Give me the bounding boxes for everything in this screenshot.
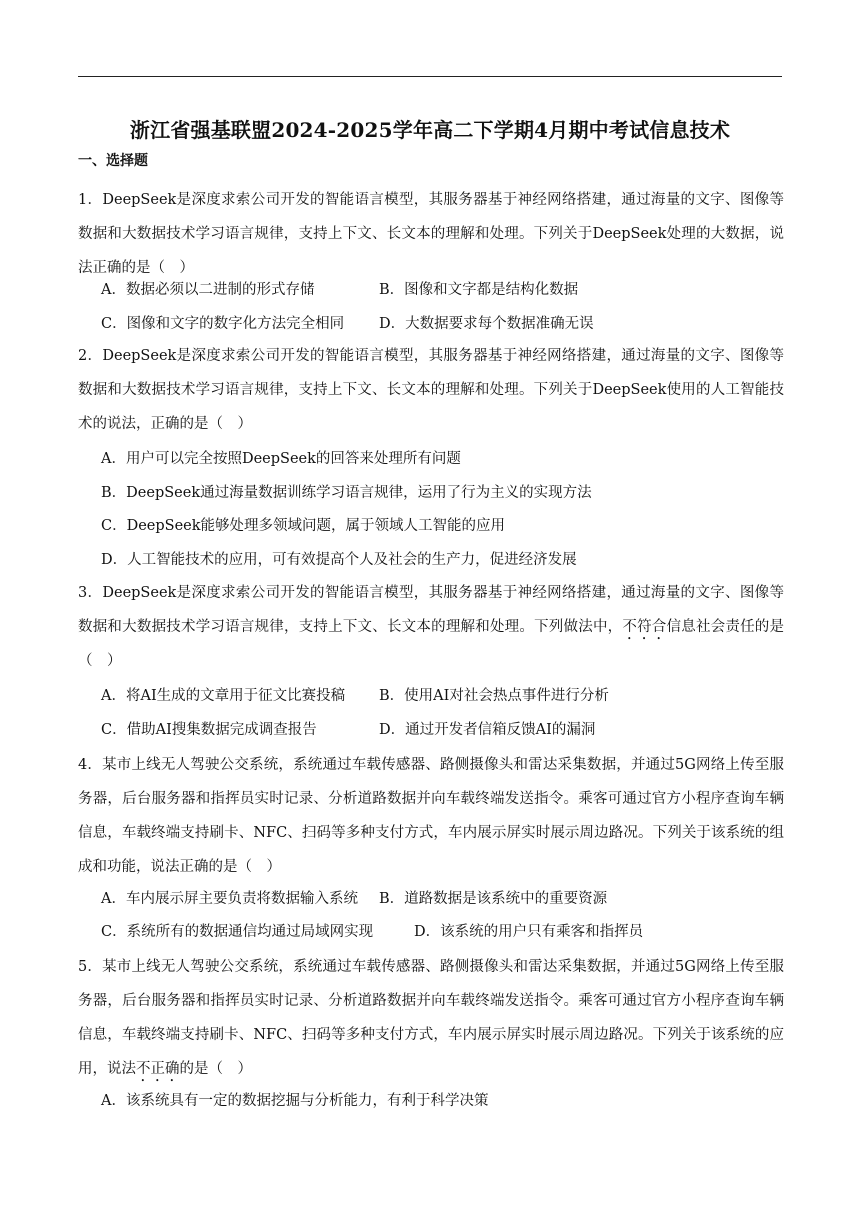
question-3-stem bbox=[78, 576, 784, 678]
question-4-stem: 4．某市上线无人驾驶公交系统，系统通过车载传感器、路侧摄像头和雷达采集数据，并通过5G网络上传至服务器，后台服务器和指挥员实时记录、分析道路数据并向车载终端发送指令。乘客可通过官方小程序查询车辆信息，车载终端支持刷卡、NFC、扫码等多种支付方式，车内展示屏实时展示周边路况。下列关于该系统的组成和功能，说法正确的是（ ） bbox=[78, 757, 784, 875]
question-2-option-d[interactable]: D．人工智能技术的应用，可有效提高个人及社会的生产力，促进经济发展 bbox=[101, 552, 577, 568]
question-1-option-d[interactable]: D．大数据要求每个数据准确无误 bbox=[379, 316, 594, 332]
question-3-stem-after: 信息社会责任的是（ ） bbox=[78, 619, 785, 669]
question-3-option-b[interactable]: B．使用AI对社会热点事件进行分析 bbox=[379, 688, 609, 704]
question-4-option-a[interactable]: A．车内展示屏主要负责将数据输入系统 bbox=[101, 891, 358, 907]
question-4-option-d[interactable]: D．该系统的用户只有乘客和指挥员 bbox=[414, 924, 644, 940]
header-rule bbox=[78, 76, 782, 77]
question-2-stem: 2．DeepSeek是深度求索公司开发的智能语言模型，其服务器基于神经网络搭建，通过海量的文字、图像等数据和大数据技术学习语言规律，支持上下文、长文本的理解和处理。下列关于DeepSeek使用的人工智能技术的说法，正确的是（ ） bbox=[78, 348, 784, 432]
question-3-option-a[interactable]: A．将AI生成的文章用于征文比赛投稿 bbox=[101, 688, 346, 704]
question-2-option-b[interactable]: B．DeepSeek通过海量数据训练学习语言规律，运用了行为主义的实现方法 bbox=[101, 485, 592, 501]
question-4-option-c[interactable]: C．系统所有的数据通信均通过局域网实现 bbox=[101, 924, 374, 940]
question-5-option-a[interactable]: A．该系统具有一定的数据挖掘与分析能力，有利于科学决策 bbox=[101, 1093, 489, 1109]
question-5-stem-emphasis: 不正确 bbox=[136, 1061, 180, 1077]
question-1-option-a[interactable]: A．数据必须以二进制的形式存储 bbox=[101, 282, 315, 298]
question-5-stem-before: 5．某市上线无人驾驶公交系统，系统通过车载传感器、路侧摄像头和雷达采集数据，并通过5G网络上传至服务器，后台服务器和指挥员实时记录、分析道路数据并向车载终端发送指令。乘客可通过官方小程序查询车辆信息，车载终端支持刷卡、NFC、扫码等多种支付方式，车内展示屏实时展示周边路况。下列关于该系统的应用，说法 bbox=[78, 959, 784, 1077]
page-title: 浙江省强基联盟2024-2025学年高二下学期4月期中考试信息技术 bbox=[129, 118, 731, 142]
question-3-stem-emphasis: 不符合 bbox=[622, 619, 667, 635]
question-1-option-b[interactable]: B．图像和文字都是结构化数据 bbox=[379, 282, 579, 298]
question-3-stem-before: 3．DeepSeek是深度求索公司开发的智能语言模型，其服务器基于神经网络搭建，通过海量的文字、图像等数据和大数据技术学习语言规律，支持上下文、长文本的理解和处理。下列做法中， bbox=[78, 585, 784, 635]
section-heading: 一、选择题 bbox=[78, 153, 148, 169]
question-1-option-c[interactable]: C．图像和文字的数字化方法完全相同 bbox=[101, 316, 345, 332]
question-5-stem bbox=[78, 950, 784, 1086]
question-3-option-c[interactable]: C．借助AI搜集数据完成调查报告 bbox=[101, 722, 317, 738]
question-2-option-c[interactable]: C．DeepSeek能够处理多领域问题，属于领域人工智能的应用 bbox=[101, 518, 506, 534]
question-5-stem-after: 的是（ ） bbox=[179, 1061, 252, 1077]
question-4-option-b[interactable]: B．道路数据是该系统中的重要资源 bbox=[379, 891, 608, 907]
question-1-stem: 1．DeepSeek是深度求索公司开发的智能语言模型，其服务器基于神经网络搭建，通过海量的文字、图像等数据和大数据技术学习语言规律，支持上下文、长文本的理解和处理。下列关于DeepSeek处理的大数据，说法正确的是（ ） bbox=[78, 192, 784, 276]
question-2-option-a[interactable]: A．用户可以完全按照DeepSeek的回答来处理所有问题 bbox=[101, 451, 461, 467]
question-3-option-d[interactable]: D．通过开发者信箱反馈AI的漏洞 bbox=[379, 722, 596, 738]
